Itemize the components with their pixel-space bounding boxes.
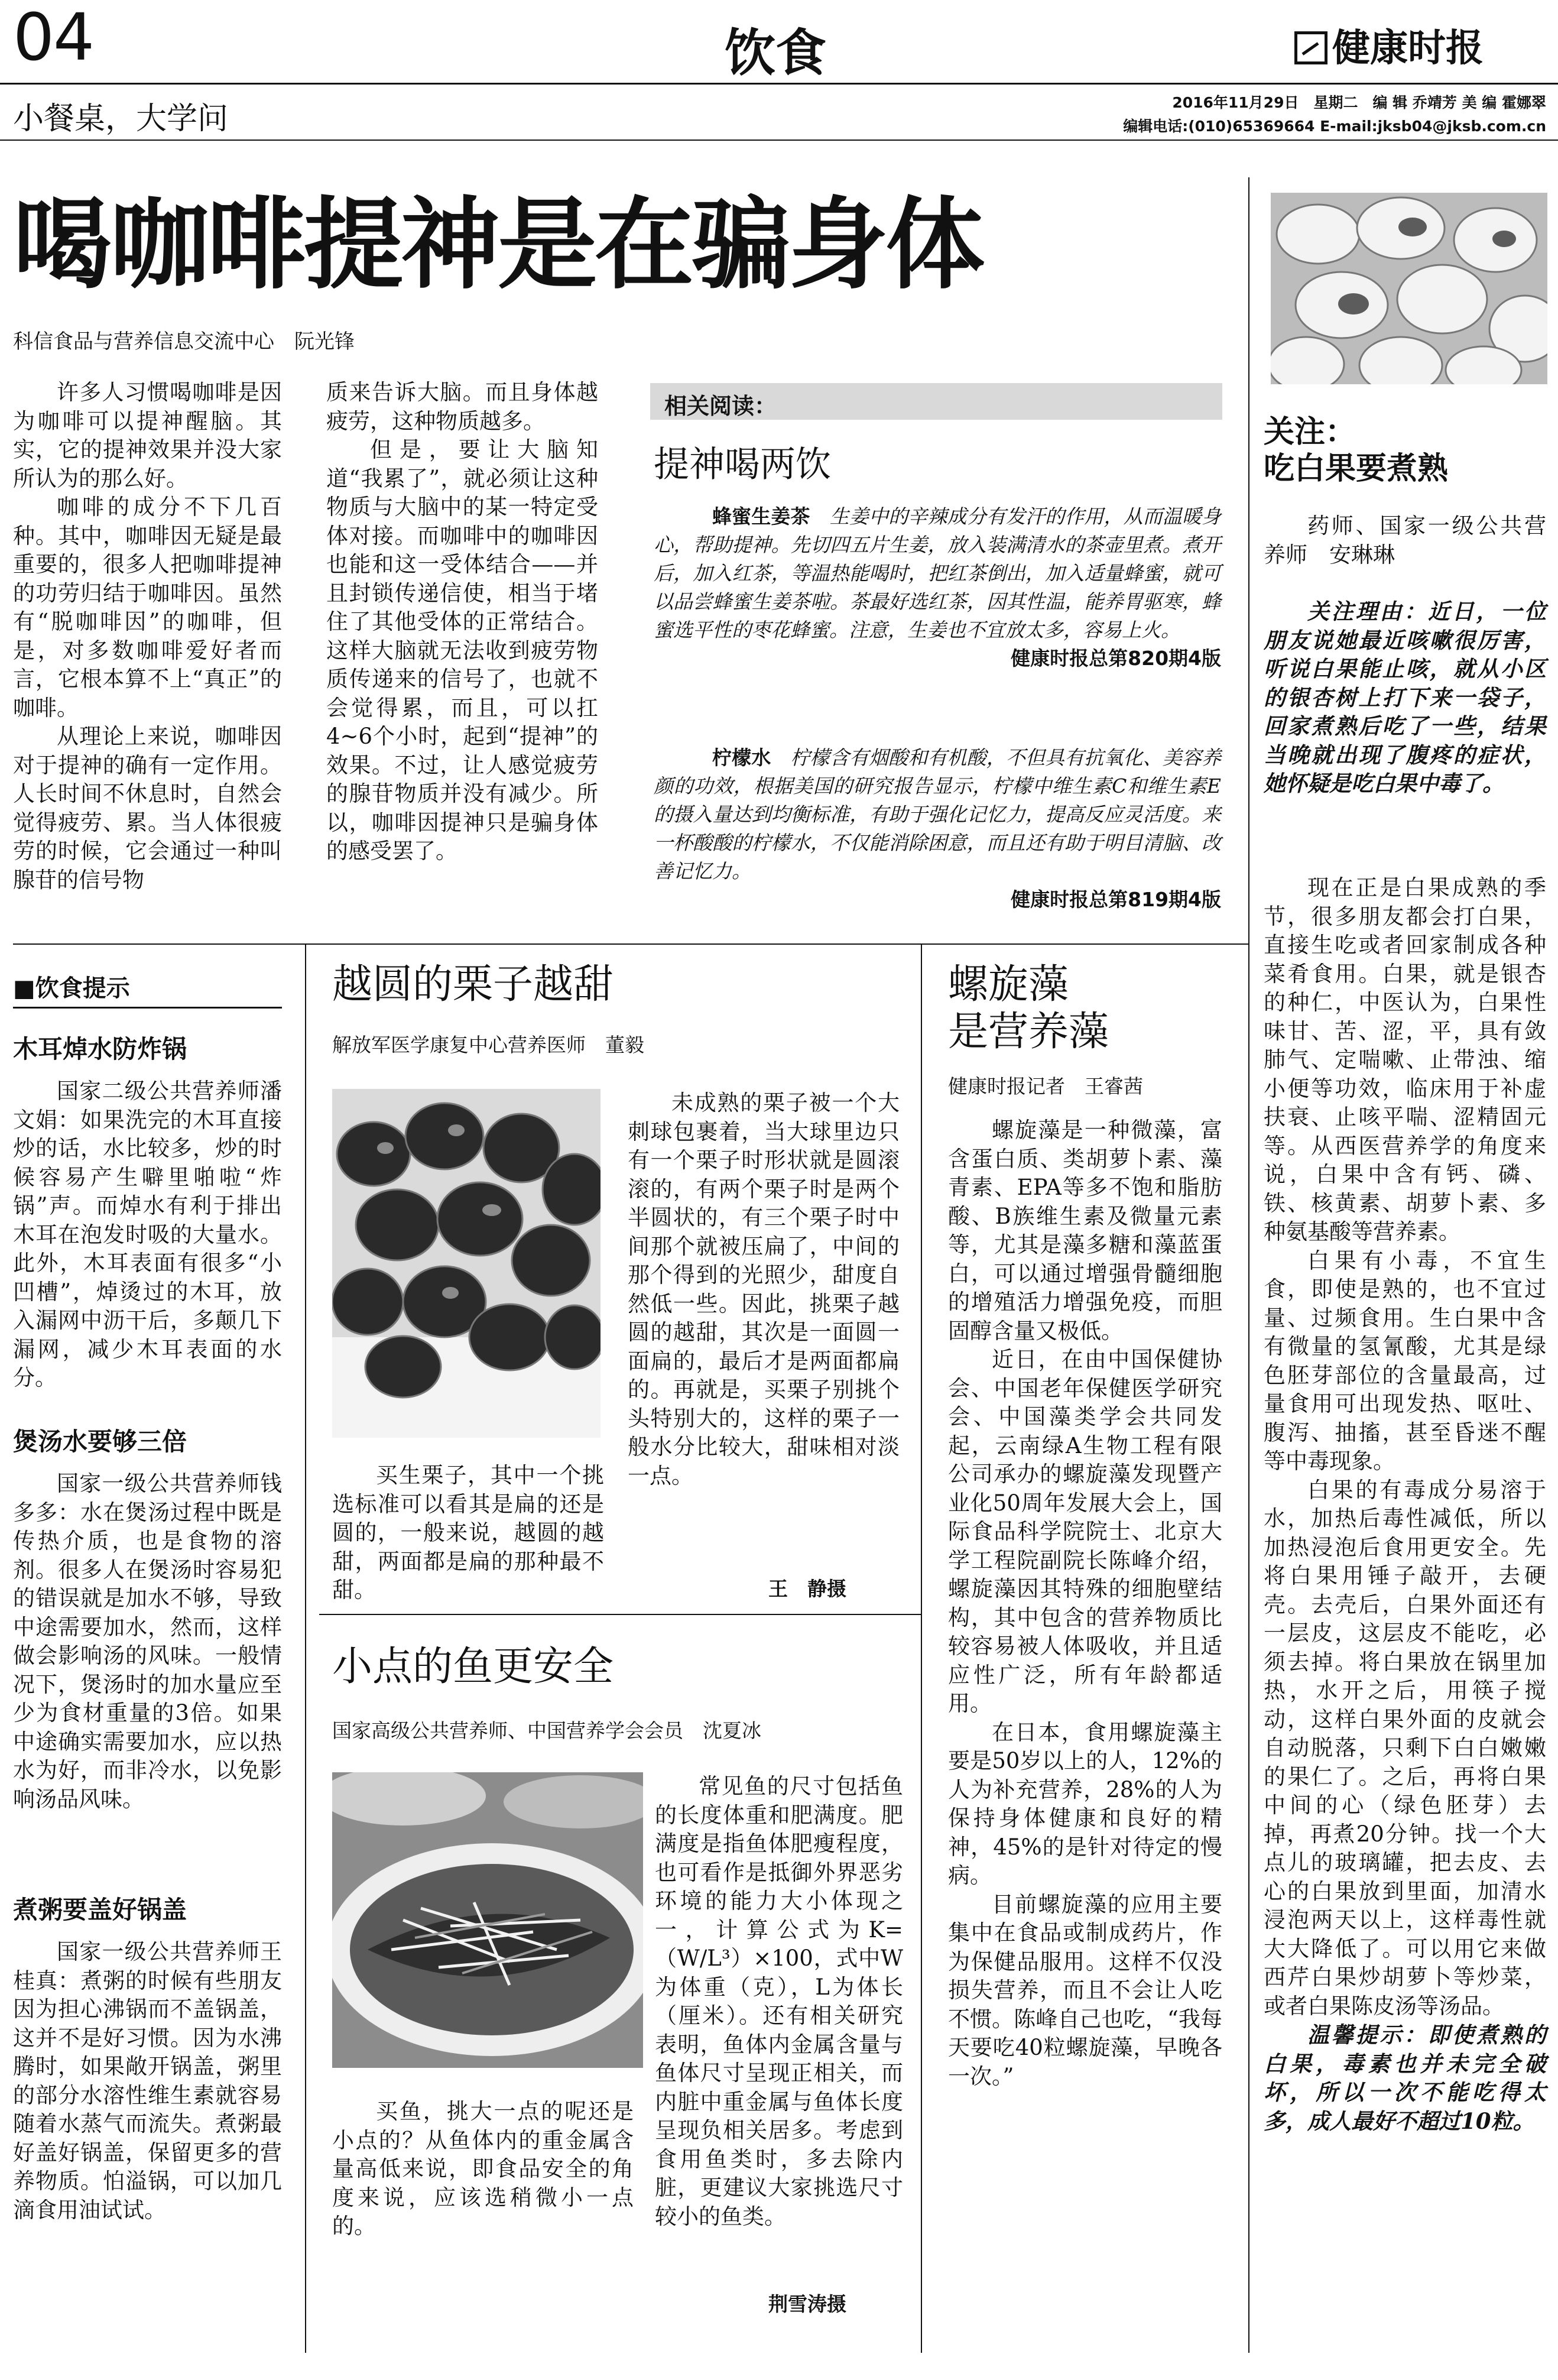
ginkgo-reason [1264, 597, 1546, 798]
main-paragraph: 咖啡的成分不下几百种。其中，咖啡因无疑是最重要的，很多人把咖啡提神的功劳归结于咖啡因。虽然有“脱咖啡因”的咖啡，但是，对多数咖啡爱好者而言，它根本算不上“真正”的咖啡。 [13, 494, 282, 721]
chestnut-body-left [332, 1461, 604, 1605]
title-line: 螺旋藻 [948, 961, 1069, 1008]
main-byline: 科信食品与营养信息交流中心 阮光锋 [13, 330, 355, 354]
fish-photo-art [332, 1772, 643, 2068]
related-source: 健康时报总第820期4版 [1011, 647, 1221, 670]
main-paragraph: 但是，要让大脑知道“我累了”，就必须让这种物质与大脑中的某一特定受体对接。而咖啡中的咖啡因也能和这一受体结合——并且封锁传递信使，相当于堵住了其他受体的正常结合。这样大脑就无法收到疲劳物质传递来的信号了，也就不会觉得累，而且，可以扛4~6个小时，起到“提神”的效果。不过，让人感觉疲劳的腺苷物质并没有减少。所以，咖啡因提神只是骗身体的感受罢了。 [326, 437, 598, 864]
article-byline: 国家高级公共营养师、中国营养学会会员 沈夏冰 [332, 1719, 761, 1742]
section-title: 饮食 [725, 24, 826, 83]
ginkgo-headline [1264, 414, 1448, 487]
related-item-text: 生姜中的辛辣成分有发汗的作用，从而温暖身心，帮助提神。先切四五片生姜，放入装满清水的茶壶里煮。煮开后，加入红茶，等温热能喝时，把红茶倒出，加入适量蜂蜜，就可以品尝蜂蜜生姜茶啦。茶最好选红茶，因其性温，能养胃驱寒，蜂蜜选平性的枣花蜂蜜。注意，生姜也不宜放太多，容易上火。 [654, 505, 1222, 641]
editor-contact: 编辑电话:(010)65369664 E-mail:jksb04@jksb.com.cn [1123, 118, 1546, 135]
main-column-1 [13, 378, 282, 894]
article-text: 常见鱼的尺寸包括鱼的长度体重和肥满度。肥满度是指鱼体肥瘦程度，也可看作是抵御外界恶劣环境的能力大小体现之一，计算公式为K=（W/L³）×100，式中W为体重（克），L为体长（厘米）。还有相关研究表明，鱼体内金属含量与鱼体尺寸呈现正相关，而内脏中重金属与鱼体长度呈现负相关居多。考虑到食用鱼类时，多去除内脏，更建议大家挑选尺寸较小的鱼类。 [655, 1773, 903, 2229]
header-rule-bottom [0, 140, 1558, 141]
ginkgo-body [1264, 874, 1546, 2135]
main-paragraph: 许多人习惯喝咖啡是因为咖啡可以提神醒脑。其实，它的提神效果并没大家所认为的那么好。 [13, 380, 282, 491]
related-item-lemon [654, 744, 1221, 914]
tip-body [13, 1470, 282, 1814]
header-rule [0, 83, 1558, 85]
article-title-spirulina [948, 961, 1109, 1056]
ginkgo-byline [1264, 512, 1546, 569]
related-item-name: 柠檬水 [712, 746, 771, 769]
tip-body [13, 1938, 282, 2225]
related-reading-bar: 相关阅读： [650, 383, 1222, 420]
article-title-chestnut: 越圆的栗子越甜 [332, 961, 614, 1008]
fish-body-left [332, 2097, 634, 2241]
divider [13, 943, 1248, 945]
focus-label: 关注： [1264, 414, 1356, 450]
masthead-text: 健康时报 [1332, 27, 1484, 70]
article-text: 买生栗子，其中一个挑选标准可以看其是扁的还是圆的，一般来说，越圆的越甜，两面都是扁的那种最不甜。 [332, 1463, 604, 1603]
main-headline: 喝咖啡提神是在骗身体 [13, 186, 982, 303]
chestnut-photo [332, 1089, 601, 1438]
article-byline: 解放军医学康复中心营养医师 董毅 [332, 1033, 644, 1056]
article-text: 目前螺旋藻的应用主要集中在食品或制成药片，作为保健品服用。这样不仅没损失营养，而且不会让人吃不惯。陈峰自己也吃，“我每天要吃40粒螺旋藻，早晚各一次。” [948, 1891, 1222, 2089]
article-text: 白果的有毒成分易溶于水，加热后毒性减低，所以加热浸泡后食用更安全。先将白果用锤子敲开，去硬壳。去壳后，白果外面还有一层皮，这层皮不能吃，必须去掉。将白果放在锅里加热，水开之后，用筷子搅动，这样白果外面的皮就会自动脱落，只剩下白白嫩嫩的果仁了。之后，再将白果中间的心（绿色胚芽）去掉，再煮20分钟。找一个大点儿的玻璃罐，把去皮、去心的白果放到里面，加清水浸泡两天以上，这样毒性就大大降低了。可以用它来做西芹白果炒胡萝卜等炒菜，或者白果陈皮汤等汤品。 [1264, 1477, 1546, 2019]
article-text: 近日，在由中国保健协会、中国老年保健医学研究会、中国藻类学会共同发起，云南绿A生物工程有限公司承办的螺旋藻发现暨产业化50周年发展大会上，国际食品科学院院士、北京大学工程院副院长陈峰介绍，螺旋藻因其特殊的细胞壁结构，其中包含的营养物质比较容易被人体吸收，并且适应性广泛，所有年龄都适用。 [948, 1347, 1222, 1716]
ginkgo-title: 吃白果要煮熟 [1264, 451, 1449, 487]
page-number: 04 [13, 0, 93, 75]
article-text: 在日本，食用螺旋藻主要是50岁以上的人，12%的人为补充营养，28%的人为保持身体健康和良好的精神，45%的是针对待定的慢病。 [948, 1719, 1222, 1888]
column-divider [305, 943, 306, 2353]
article-title-fish: 小点的鱼更安全 [332, 1643, 614, 1690]
spirulina-body [948, 1116, 1222, 2091]
article-text: 螺旋藻是一种微藻，富含蛋白质、类胡萝卜素、藻青素、EPA等多不饱和脂肪酸、B族维生素及微量元素等，尤其是藻多糖和藻蓝蛋白，可以通过增强骨髓细胞的增殖活力增强免疫，而胆固醇含量又极低。 [948, 1117, 1222, 1344]
divider [319, 1614, 921, 1615]
main-column-2 [326, 378, 598, 866]
article-text: 白果有小毒，不宜生食，即使是熟的，也不宜过量、过频食用。生白果中含有微量的氢氰酸，尤其是绿色胚芽部位的含量最高，过量食用可出现发热、呕吐、腹泻、抽搐，甚至昏迷不醒等中毒现象。 [1264, 1247, 1546, 1474]
warm-tip: 温馨提示：即使煮熟的白果，毒素也并未完全破坏，所以一次不能吃得太多，成人最好不超过10粒。 [1264, 2022, 1546, 2134]
related-item-text: 柠檬含有烟酸和有机酸，不但具有抗氧化、美容养颜的功效，根据美国的研究报告显示，柠檬中维生素C和维生素E的摄入量达到均衡标准，有助于强化记忆力，提高反应灵活度。来一杯酸酸的柠檬水，不仅能消除困意，而且还有助于明目清脑、改善记忆力。 [654, 746, 1222, 883]
article-byline: 药师、国家一级公共营养师 安琳琳 [1264, 513, 1546, 568]
main-paragraph: 从理论上来说，咖啡因对于提神的确有一定作用。人长时间不休息时，自然会觉得疲劳、累。当人体很疲劳的时候，它会通过一种叫腺苷的信号物 [13, 724, 282, 893]
fish-body-right [655, 1772, 903, 2231]
column-divider [921, 943, 922, 2353]
tip-text: 国家一级公共营养师王桂真：煮粥的时候有些朋友因为担心沸锅而不盖锅盖，这并不是好习惯。因为水沸腾时，如果敞开锅盖，粥里的部分水溶性维生素就容易随着水蒸气而流失。煮粥最好盖好锅盖，保留更多的营养物质。怕溢锅，可以加几滴食用油试试。 [13, 1939, 282, 2223]
chestnut-photo-art [332, 1089, 601, 1438]
masthead [1294, 18, 1484, 72]
related-item-honey-ginger [654, 502, 1221, 673]
ginkgo-photo [1271, 193, 1547, 384]
tip-title: 木耳焯水防炸锅 [13, 1035, 187, 1063]
related-source: 健康时报总第819期4版 [1011, 888, 1221, 911]
tip-text: 国家一级公共营养师钱多多：水在煲汤过程中既是传热介质，也是食物的溶剂。很多人在煲汤时容易犯的错误就是加水不够，导致中途需要加水，然而，这样做会影响汤的风味。一般情况下，煲汤时的加水量应至少为食材重量的3倍。如果中途确实需要加水，应以热水为好，而非冷水，以免影响汤品风味。 [13, 1471, 282, 1812]
article-text: 未成熟的栗子被一个大刺球包裹着，当大球里边只有一个栗子时形状就是圆滚滚的，有两个栗子时是两个半圆状的，有三个栗子时中间那个就被压扁了，中间的那个得到的光照少，甜度自然低一些。因此，挑栗子越圆的越甜，其次是一面圆一面扁的，最后才是两面都扁的。再就是，买栗子别挑个头特别大的，这样的栗子一般水分比较大，甜味相对淡一点。 [628, 1090, 900, 1489]
date-line: 2016年11月29日 星期二 编 辑 乔靖芳 美 编 霍娜翠 [1172, 94, 1546, 111]
article-text: 买鱼，挑大一点的呢还是小点的？从鱼体内的重金属含量高低来说，即食品安全的角度来说，应该选稍微小一点的。 [332, 2099, 634, 2239]
article-text: 现在正是白果成熟的季节，很多朋友都会打白果，直接生吃或者回家制成各种菜肴食用。白果，就是银杏的种仁，中医认为，白果性味甘、苦、涩，平，具有敛肺气、定喘嗽、止带浊、缩小便等功效，临床用于补虚扶衰、止咳平喘、涩精固元等。从西医营养学的角度来说，白果中含有钙、磷、铁、核黄素、胡萝卜素、多种氨基酸等营养素。 [1264, 875, 1546, 1244]
related-item-name: 蜂蜜生姜茶 [712, 505, 810, 528]
column-name: 小餐桌，大学问 [13, 101, 229, 137]
related-title: 提神喝两饮 [654, 444, 831, 485]
tip-title: 煮粥要盖好锅盖 [13, 1895, 187, 1924]
photo-credit: 王 静摄 [768, 1577, 846, 1600]
chestnut-body-right [628, 1089, 900, 1490]
tip-body [13, 1077, 282, 1393]
title-line: 是营养藻 [948, 1009, 1109, 1055]
tip-text: 国家二级公共营养师潘文娟：如果洗完的木耳直接炒的话，水比较多，炒的时候容易产生噼里啪啦“炸锅”声。而焯水有利于排出木耳在泡发时吸的大量水。此外，木耳表面有很多“小凹槽”，焯烫过的木耳，放入漏网中沥干后，多颠几下漏网，减少木耳表面的水分。 [13, 1078, 282, 1390]
column-divider [1248, 177, 1249, 2353]
article-byline: 健康时报记者 王睿茜 [948, 1075, 1143, 1098]
tip-title: 煲汤水要够三倍 [13, 1427, 187, 1456]
tips-section-label: ■饮食提示 [13, 969, 282, 1009]
article-text: 关注理由：近日，一位朋友说她最近咳嗽很厉害，听说白果能止咳，就从小区的银杏树上打下来一袋子，回家煮熟后吃了一些，结果当晚就出现了腹疼的症状，她怀疑是吃白果中毒了。 [1264, 598, 1546, 796]
main-paragraph: 质来告诉大脑。而且身体越疲劳，这种物质越多。 [326, 380, 598, 434]
ginkgo-photo-art [1271, 193, 1547, 384]
fish-photo [332, 1772, 643, 2068]
photo-credit: 荆雪涛摄 [768, 2293, 846, 2316]
masthead-logo-icon [1294, 31, 1327, 64]
